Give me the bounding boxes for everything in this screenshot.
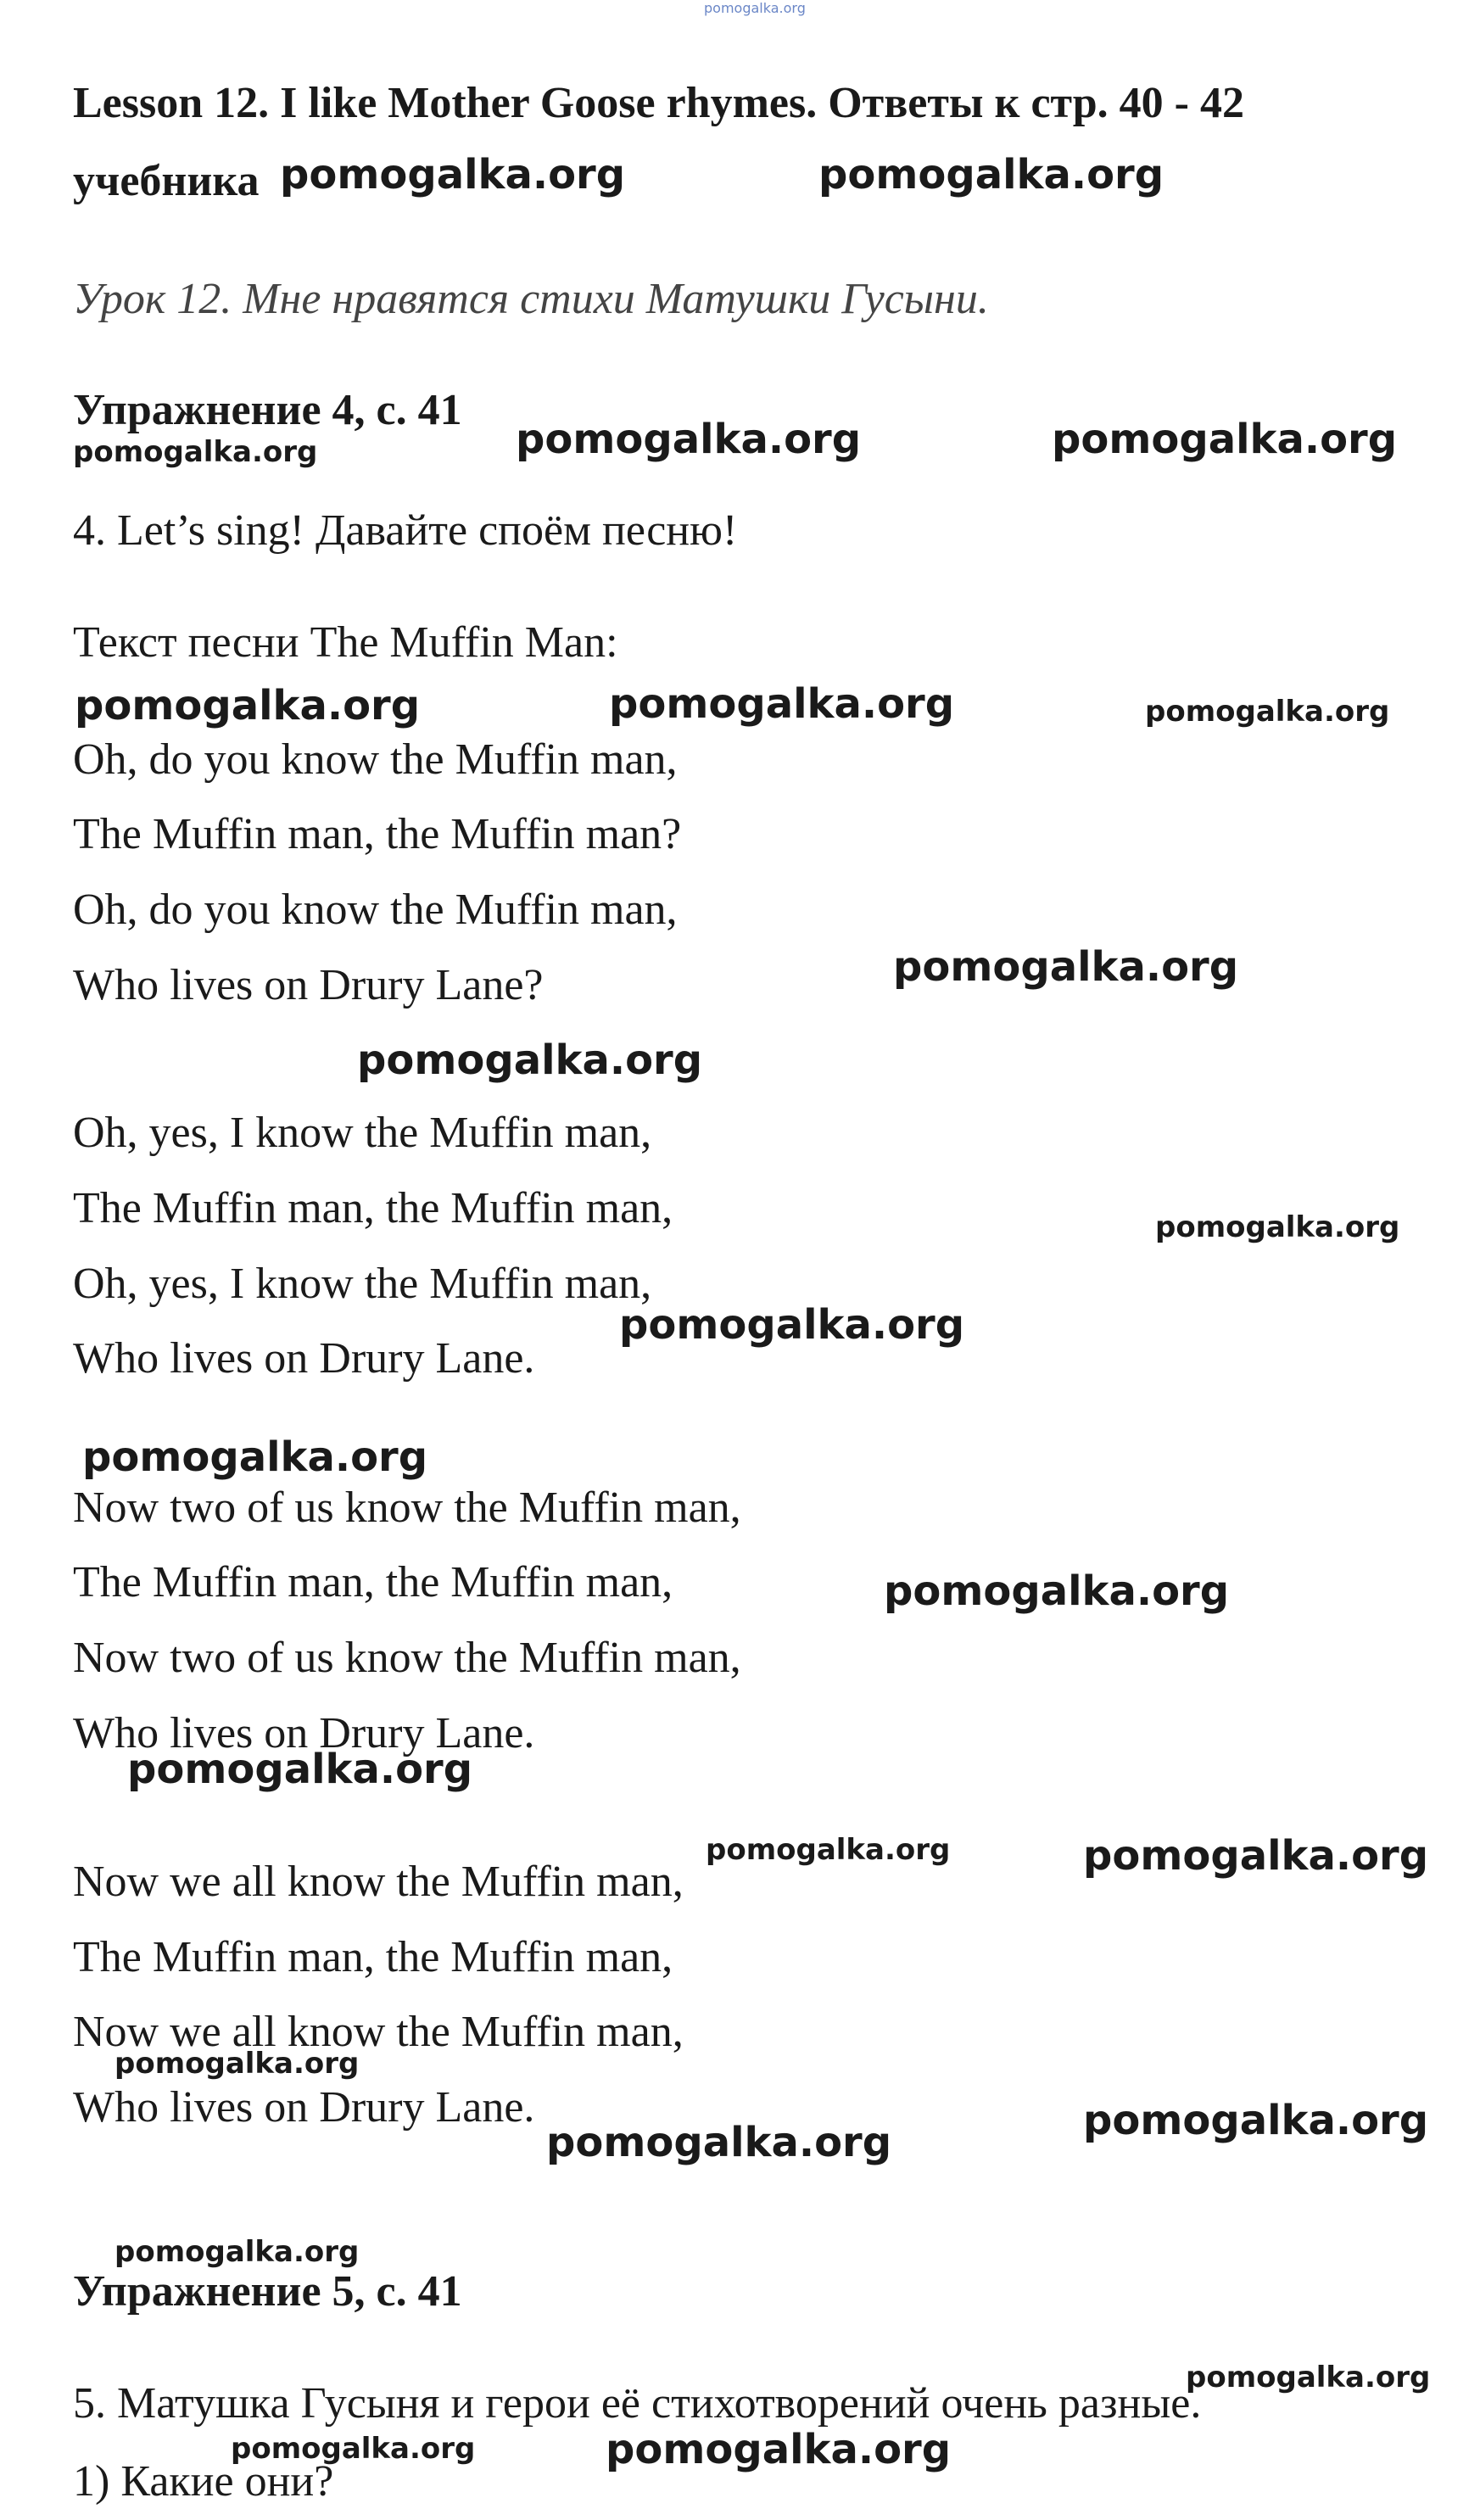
exercise5-heading: Упражнение 5, с. 41 bbox=[73, 2267, 462, 2316]
song-line: The Muffin man, the Muffin man, bbox=[73, 1558, 673, 1606]
watermark: pomogalka.org bbox=[73, 435, 318, 469]
song-line: Who lives on Drury Lane. bbox=[73, 1334, 535, 1383]
watermark: pomogalka.org bbox=[609, 680, 955, 728]
watermark: pomogalka.org bbox=[893, 943, 1239, 991]
watermark: pomogalka.org bbox=[619, 1301, 965, 1349]
watermark: pomogalka.org bbox=[546, 2119, 892, 2166]
watermark: pomogalka.org bbox=[1083, 1832, 1429, 1880]
watermark: pomogalka.org bbox=[1155, 1210, 1400, 1244]
lesson-title-line1: Lesson 12. I like Mother Goose rhymes. Ответы к стр. 40 - 42 bbox=[73, 79, 1244, 127]
song-line: Now two of us know the Muffin man, bbox=[73, 1484, 741, 1532]
exercise5-line1: 5. Матушка Гусыня и герои её стихотворений очень разные. bbox=[73, 2379, 1202, 2428]
song-line: Oh, yes, I know the Muffin man, bbox=[73, 1109, 652, 1157]
song-line: Oh, do you know the Muffin man, bbox=[73, 886, 678, 934]
watermark: pomogalka.org bbox=[82, 1433, 428, 1481]
song-title: Текст песни The Muffin Man: bbox=[73, 618, 618, 667]
watermark: pomogalka.org bbox=[114, 2235, 360, 2269]
watermark: pomogalka.org bbox=[606, 2426, 952, 2473]
watermark: pomogalka.org bbox=[516, 416, 862, 463]
watermark: pomogalka.org bbox=[1083, 2097, 1429, 2144]
lesson-title-line2: учебника bbox=[73, 157, 260, 205]
watermark: pomogalka.org bbox=[357, 1036, 703, 1084]
song-line: The Muffin man, the Muffin man, bbox=[73, 1184, 673, 1232]
watermark: pomogalka.org bbox=[1186, 2361, 1431, 2394]
song-line: Now we all know the Muffin man, bbox=[73, 2008, 684, 2056]
song-line: Now we all know the Muffin man, bbox=[73, 1858, 684, 1906]
song-line: Who lives on Drury Lane? bbox=[73, 961, 544, 1009]
song-line: The Muffin man, the Muffin man, bbox=[73, 1933, 673, 1981]
watermark: pomogalka.org bbox=[75, 682, 421, 729]
watermark: pomogalka.org bbox=[706, 1833, 951, 1867]
song-line: Oh, do you know the Muffin man, bbox=[73, 735, 678, 784]
exercise5-line2: 1) Какие они? bbox=[73, 2457, 334, 2506]
watermark: pomogalka.org bbox=[114, 2047, 360, 2081]
watermark: pomogalka.org bbox=[231, 2432, 476, 2466]
watermark: pomogalka.org bbox=[1145, 695, 1390, 729]
song-line: Who lives on Drury Lane. bbox=[73, 1709, 535, 1757]
watermark: pomogalka.org bbox=[1052, 416, 1398, 463]
exercise4-heading: Упражнение 4, с. 41 bbox=[73, 386, 462, 434]
song-line: Now two of us know the Muffin man, bbox=[73, 1634, 741, 1682]
song-line: Who lives on Drury Lane. bbox=[73, 2083, 535, 2132]
top-watermark: pomogalka.org bbox=[704, 0, 806, 16]
watermark: pomogalka.org bbox=[884, 1567, 1230, 1615]
watermark: pomogalka.org bbox=[127, 1746, 473, 1793]
watermark: pomogalka.org bbox=[818, 151, 1164, 198]
exercise4-instruction: 4. Let’s sing! Давайте споём песню! bbox=[73, 506, 738, 555]
lesson-subtitle: Урок 12. Мне нравятся стихи Матушки Гусыни. bbox=[73, 275, 989, 323]
song-line: Oh, yes, I know the Muffin man, bbox=[73, 1260, 652, 1308]
watermark: pomogalka.org bbox=[280, 151, 626, 198]
song-line: The Muffin man, the Muffin man? bbox=[73, 810, 682, 858]
